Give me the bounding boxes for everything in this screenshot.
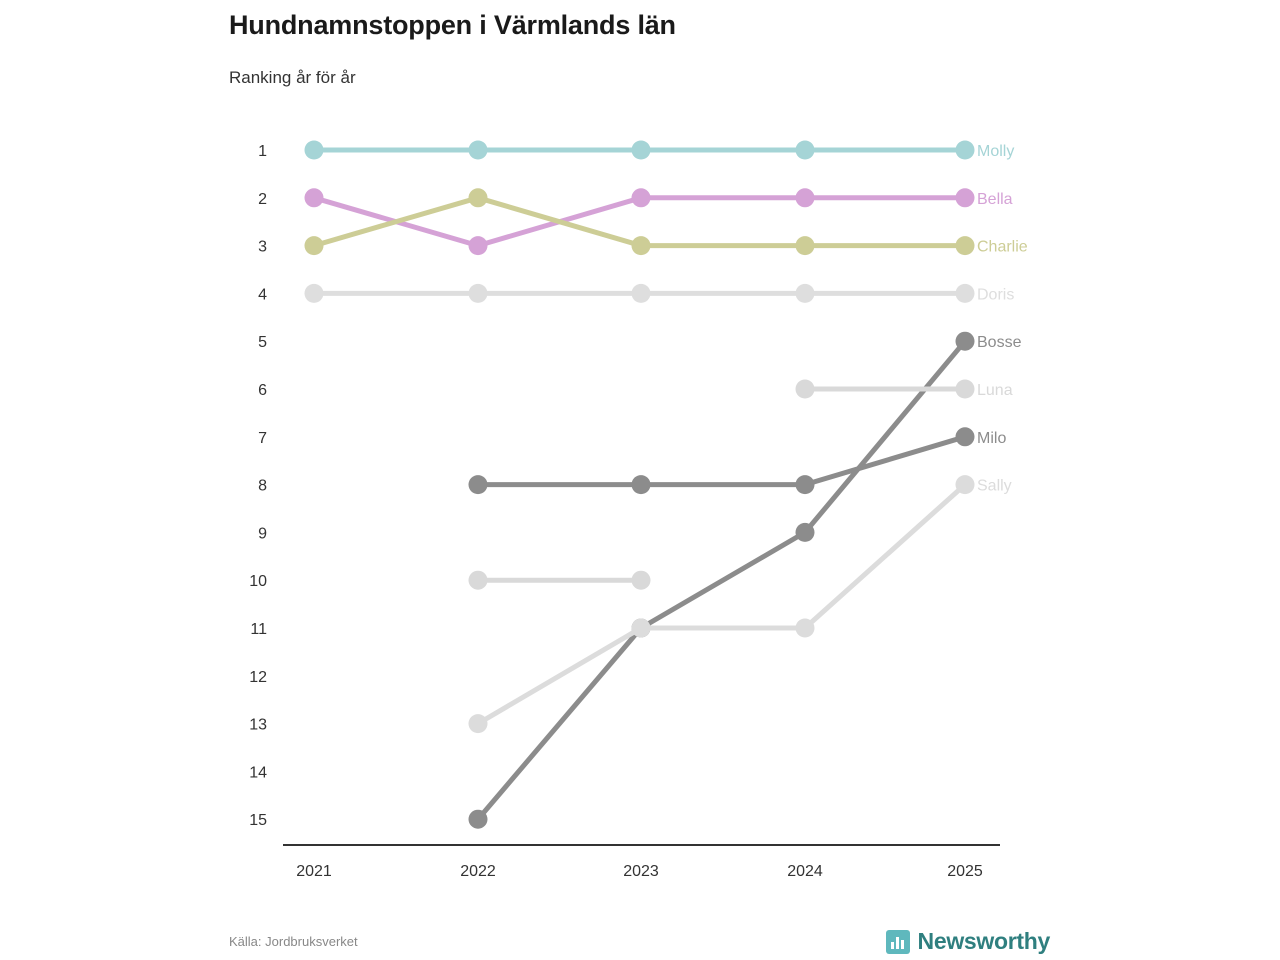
data-point[interactable]	[796, 523, 815, 542]
y-axis-tick: 3	[258, 238, 267, 256]
series-label: Doris	[977, 286, 1015, 304]
x-axis-tick: 2021	[296, 863, 332, 880]
data-point[interactable]	[632, 284, 651, 303]
data-point[interactable]	[956, 427, 975, 446]
data-point[interactable]	[632, 619, 651, 638]
data-point[interactable]	[305, 141, 324, 160]
data-point[interactable]	[796, 475, 815, 494]
data-point[interactable]	[305, 236, 324, 255]
x-axis-tick: 2024	[787, 863, 823, 880]
data-point[interactable]	[632, 188, 651, 207]
data-point[interactable]	[469, 810, 488, 829]
data-point[interactable]	[956, 332, 975, 351]
y-axis-tick: 7	[258, 429, 267, 447]
series-line	[478, 485, 965, 724]
y-axis-tick: 14	[249, 764, 267, 782]
data-point[interactable]	[956, 475, 975, 494]
brand-name: Newsworthy	[917, 928, 1050, 954]
y-axis-tick: 11	[250, 621, 267, 638]
data-point[interactable]	[796, 284, 815, 303]
data-point[interactable]	[796, 380, 815, 399]
data-point[interactable]	[469, 188, 488, 207]
y-axis-tick: 2	[258, 190, 267, 208]
data-point[interactable]	[796, 188, 815, 207]
y-axis-tick: 5	[258, 334, 267, 352]
data-point[interactable]	[469, 141, 488, 160]
y-axis-tick: 9	[258, 525, 267, 543]
data-point[interactable]	[796, 619, 815, 638]
data-point[interactable]	[956, 141, 975, 160]
page-title: Hundnamnstoppen i Värmlands län	[229, 10, 676, 40]
data-point[interactable]	[632, 571, 651, 590]
source-note: Källa: Jordbruksverket	[229, 934, 358, 949]
series-label: Luna	[977, 382, 1013, 399]
data-point[interactable]	[956, 284, 975, 303]
y-axis-tick: 1	[258, 143, 267, 160]
data-point[interactable]	[305, 188, 324, 207]
data-point[interactable]	[956, 380, 975, 399]
data-point[interactable]	[469, 571, 488, 590]
data-point[interactable]	[956, 188, 975, 207]
y-axis-tick: 13	[249, 716, 267, 734]
x-axis-tick: 2025	[947, 863, 983, 880]
data-point[interactable]	[796, 141, 815, 160]
data-point[interactable]	[469, 714, 488, 733]
data-point[interactable]	[632, 236, 651, 255]
data-point[interactable]	[632, 141, 651, 160]
y-axis-tick: 6	[258, 382, 267, 399]
series-label: Molly	[977, 143, 1015, 160]
series-label: Milo	[977, 429, 1007, 447]
y-axis-tick: 4	[258, 286, 267, 304]
data-point[interactable]	[956, 236, 975, 255]
series-label: Sally	[977, 477, 1012, 495]
data-point[interactable]	[469, 284, 488, 303]
y-axis-tick: 12	[249, 668, 267, 686]
data-point[interactable]	[305, 284, 324, 303]
series-line	[478, 437, 965, 485]
bar-chart-icon	[886, 930, 910, 954]
x-axis-tick: 2022	[460, 863, 496, 880]
data-point[interactable]	[469, 236, 488, 255]
series-label: Charlie	[977, 238, 1028, 256]
data-point[interactable]	[469, 475, 488, 494]
series-label: Bosse	[977, 334, 1022, 352]
series-label: Bella	[977, 190, 1013, 208]
data-point[interactable]	[632, 475, 651, 494]
y-axis-tick: 8	[258, 477, 267, 495]
y-axis-tick: 15	[249, 812, 267, 830]
data-point[interactable]	[796, 236, 815, 255]
x-axis-tick: 2023	[623, 863, 659, 880]
brand-mark	[886, 928, 1050, 955]
y-axis-tick: 10	[249, 573, 267, 591]
page-subtitle: Ranking år för år	[229, 68, 356, 87]
